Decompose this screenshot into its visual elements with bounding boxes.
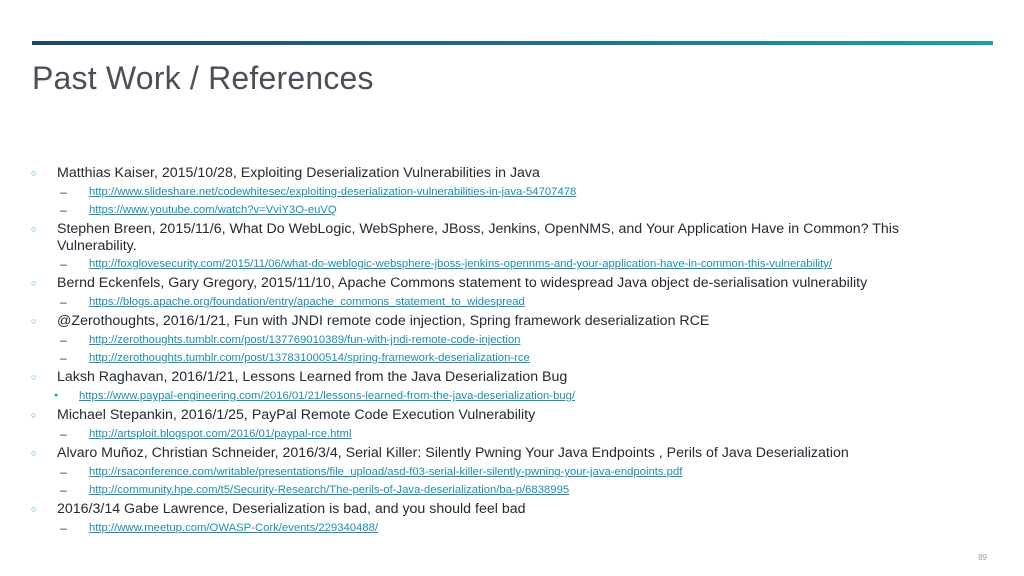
- reference-row: [30, 445, 980, 462]
- reference-link-item: [60, 255, 980, 273]
- reference-item: [30, 313, 980, 367]
- reference-links: [30, 519, 980, 537]
- reference-link-item: [60, 481, 980, 499]
- reference-text: Bernd Eckenfels, Gary Gregory, 2015/11/10, Apache Commons statement to widespread Java object de-serialisation vulnerability: [57, 275, 868, 291]
- bullet-dash-icon: –: [60, 295, 67, 309]
- bullet-circle-icon: ○: [31, 504, 37, 514]
- bullet-circle-icon: ○: [31, 316, 37, 326]
- reference-text: @Zerothoughts, 2016/1/21, Fun with JNDI remote code injection, Spring framework deserialization RCE: [57, 313, 710, 329]
- reference-links: [30, 255, 980, 273]
- reference-links: [30, 463, 980, 499]
- bullet-dash-icon: –: [60, 257, 67, 271]
- bullet-circle-icon: ○: [31, 168, 37, 178]
- bullet-circle-icon: ○: [31, 410, 37, 420]
- reference-link-item: [60, 183, 980, 201]
- bullet-dash-icon: –: [60, 427, 67, 441]
- reference-text: Matthias Kaiser, 2015/10/28, Exploiting Deserialization Vulnerabilities in Java: [57, 165, 540, 181]
- bullet-circle-icon: ○: [31, 372, 37, 382]
- bullet-dash-icon: –: [60, 465, 67, 479]
- reference-item: [30, 501, 980, 537]
- reference-link-item: [60, 463, 980, 481]
- bullet-circle-icon: ○: [31, 278, 37, 288]
- reference-item: [30, 221, 980, 273]
- reference-item: [30, 445, 980, 499]
- reference-link[interactable]: https://blogs.apache.org/foundation/entry/apache_commons_statement_to_widespread: [89, 296, 525, 308]
- reference-row: [30, 275, 980, 292]
- reference-links: [30, 425, 980, 443]
- bullet-circle-icon: ○: [31, 448, 37, 458]
- header-accent-bar: [32, 41, 993, 45]
- reference-row: [30, 501, 980, 518]
- reference-text: Michael Stepankin, 2016/1/25, PayPal Remote Code Execution Vulnerability: [57, 407, 536, 423]
- reference-link-item: [60, 425, 980, 443]
- reference-link[interactable]: http://artsploit.blogspot.com/2016/01/paypal-rce.html: [89, 428, 352, 440]
- reference-text: Stephen Breen, 2015/11/6, What Do WebLogic, WebSphere, JBoss, Jenkins, OpenNMS, and Your Application Have in Common? This Vulnerability.: [57, 221, 900, 254]
- reference-list: [30, 165, 980, 539]
- reference-item: [30, 165, 980, 219]
- reference-link[interactable]: http://www.slideshare.net/codewhitesec/exploiting-deserialization-vulnerabilities-in-java-54707478: [89, 186, 577, 198]
- bullet-dash-icon: –: [60, 483, 67, 497]
- reference-links: [30, 331, 980, 367]
- reference-text: Alvaro Muñoz, Christian Schneider, 2016/3/4, Serial Killer: Silently Pwning Your Java Endpoints , Perils of Java Deserialization: [57, 445, 849, 461]
- reference-link[interactable]: http://community.hpe.com/t5/Security-Research/The-perils-of-Java-deserialization/ba-p/6838995: [89, 484, 570, 496]
- reference-link[interactable]: http://zerothoughts.tumblr.com/post/137831000514/spring-framework-deserialization-rce: [89, 352, 530, 364]
- reference-link[interactable]: http://rsaconference.com/writable/presentations/file_upload/asd-f03-serial-killer-silently-pwning-your-java-endpoints.pdf: [89, 466, 683, 478]
- reference-row: [30, 313, 980, 330]
- reference-link-item: [60, 349, 980, 367]
- reference-link-item: [60, 293, 980, 311]
- reference-row: [30, 221, 980, 254]
- bullet-dash-icon: –: [60, 333, 67, 347]
- reference-link[interactable]: http://zerothoughts.tumblr.com/post/137769010389/fun-with-jndi-remote-code-injection: [89, 334, 521, 346]
- bullet-dash-icon: –: [60, 185, 67, 199]
- reference-link-item: [60, 331, 980, 349]
- reference-links: [30, 293, 980, 311]
- reference-link[interactable]: http://www.meetup.com/OWASP-Cork/events/229340488/: [89, 522, 379, 534]
- reference-links: [30, 387, 980, 405]
- reference-item: [30, 407, 980, 443]
- bullet-circle-icon: ○: [31, 224, 37, 234]
- bullet-dash-icon: –: [60, 351, 67, 365]
- reference-link[interactable]: https://www.youtube.com/watch?v=VviY3O-euVQ: [89, 204, 337, 216]
- reference-link[interactable]: https://www.paypal-engineering.com/2016/01/21/lessons-learned-from-the-java-deserialization-bug/: [79, 390, 576, 402]
- reference-text: Laksh Raghavan, 2016/1/21, Lessons Learned from the Java Deserialization Bug: [57, 369, 568, 385]
- reference-link-item: [54, 387, 980, 405]
- slide-title: Past Work / References: [32, 60, 374, 96]
- reference-link-item: [60, 201, 980, 219]
- page-number: 89: [978, 553, 987, 562]
- reference-text: 2016/3/14 Gabe Lawrence, Deserialization is bad, and you should feel bad: [57, 501, 526, 517]
- reference-row: [30, 369, 980, 386]
- reference-links: [30, 183, 980, 219]
- reference-link-item: [60, 519, 980, 537]
- reference-row: [30, 165, 980, 182]
- reference-row: [30, 407, 980, 424]
- reference-item: [30, 369, 980, 405]
- bullet-dash-icon: –: [60, 203, 67, 217]
- reference-link[interactable]: http://foxglovesecurity.com/2015/11/06/what-do-weblogic-websphere-jboss-jenkins-opennms-and-your-application-have-in-common-this-vulnerability/: [89, 258, 833, 270]
- bullet-dot-icon: ●: [54, 392, 59, 399]
- reference-item: [30, 275, 980, 311]
- bullet-dash-icon: –: [60, 521, 67, 535]
